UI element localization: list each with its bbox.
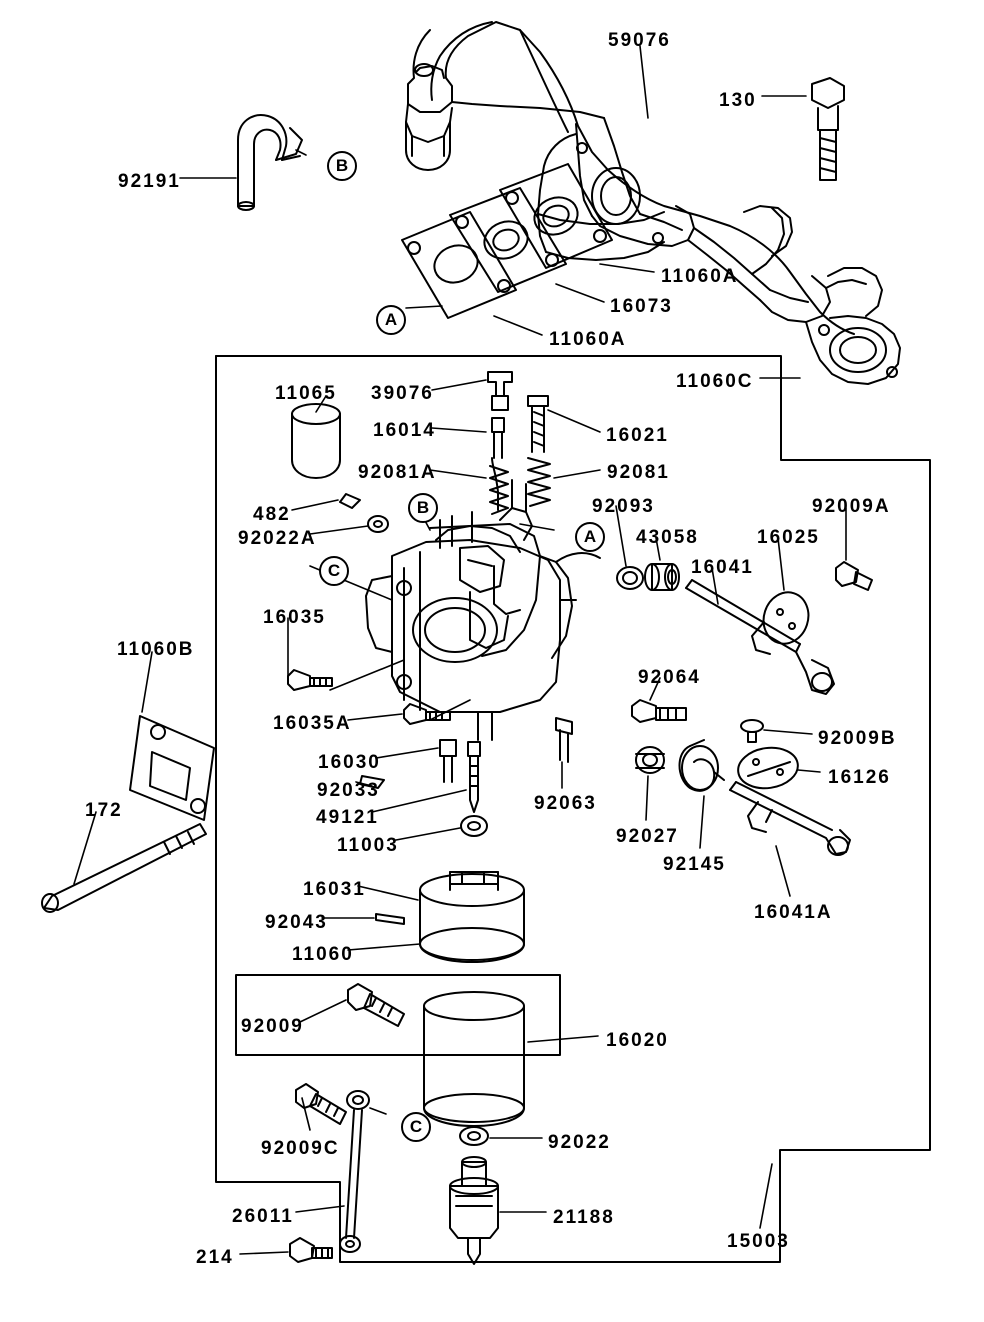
part-label-482: 482 — [253, 504, 291, 525]
part-float-bowl-16020 — [424, 992, 524, 1126]
callout-b-upper: B — [327, 151, 357, 181]
part-label-16073: 16073 — [610, 296, 673, 317]
part-oring-92093 — [617, 567, 643, 589]
part-label-92033: 92033 — [317, 780, 380, 801]
part-label-16126: 16126 — [828, 767, 891, 788]
part-label-11060A-upper: 11060A — [661, 266, 739, 287]
part-screw-92009B — [741, 720, 763, 742]
part-label-49121: 49121 — [316, 807, 379, 828]
part-label-92022A: 92022A — [238, 528, 317, 549]
part-rod-172 — [42, 824, 206, 912]
part-label-11065: 11065 — [275, 383, 337, 404]
part-label-39076: 39076 — [371, 383, 434, 404]
part-label-16014: 16014 — [373, 420, 436, 441]
part-label-92009: 92009 — [241, 1016, 304, 1037]
part-label-172: 172 — [85, 800, 123, 821]
part-label-15003: 15003 — [727, 1231, 790, 1252]
part-label-92009A: 92009A — [812, 496, 891, 517]
part-gasket-11003 — [461, 816, 487, 836]
part-pin-92043 — [376, 914, 404, 924]
part-label-92027: 92027 — [616, 826, 679, 847]
part-label-92064: 92064 — [638, 667, 701, 688]
part-throttle-plate-16025 — [757, 586, 815, 649]
part-cap-11065 — [292, 404, 340, 478]
part-label-92145: 92145 — [663, 854, 726, 875]
part-screw-92009 — [348, 984, 404, 1026]
part-label-16035A: 16035A — [273, 713, 352, 734]
callout-a-carb: A — [575, 522, 605, 552]
part-label-43058: 43058 — [636, 527, 699, 548]
part-label-16035: 16035 — [263, 607, 326, 628]
part-label-16030: 16030 — [318, 752, 381, 773]
part-gasket-11060B — [130, 716, 214, 820]
part-label-92043: 92043 — [265, 912, 328, 933]
part-float-16031 — [420, 872, 524, 962]
part-label-21188: 21188 — [553, 1207, 615, 1228]
part-clip-482 — [340, 494, 360, 508]
part-label-59076: 59076 — [608, 30, 671, 51]
part-fitting-39076 — [488, 372, 512, 410]
part-label-92022: 92022 — [548, 1132, 611, 1153]
part-screw-16021 — [528, 396, 548, 452]
part-bolt-214 — [290, 1238, 332, 1262]
part-washer-92022 — [460, 1127, 488, 1145]
part-carburetor-body — [366, 480, 600, 740]
part-spring-92145 — [680, 740, 725, 791]
part-bushing-92027 — [636, 747, 664, 773]
callout-c-carb: C — [319, 556, 349, 586]
part-label-16041: 16041 — [691, 557, 754, 578]
callout-b-carb: B — [408, 493, 438, 523]
callout-c-lower: C — [401, 1112, 431, 1142]
part-label-130: 130 — [719, 90, 757, 111]
part-needle-16014 — [492, 418, 504, 510]
part-screw-92064 — [632, 700, 686, 722]
part-label-16020: 16020 — [606, 1030, 669, 1051]
part-label-16031: 16031 — [303, 879, 366, 900]
part-bushing-43058 — [645, 564, 679, 590]
part-jet-92063 — [556, 718, 572, 762]
part-bolt-130 — [812, 78, 844, 180]
callout-a-upper: A — [376, 305, 406, 335]
part-washer-92022A — [368, 516, 388, 532]
part-label-16021: 16021 — [606, 425, 669, 446]
part-screw-16035 — [288, 670, 332, 690]
part-spring-92081 — [528, 458, 550, 506]
part-label-11003: 11003 — [337, 835, 399, 856]
part-solenoid-21188 — [450, 1157, 498, 1264]
part-label-92081: 92081 — [607, 462, 670, 483]
part-label-92063: 92063 — [534, 793, 597, 814]
part-choke-shaft-16041A — [730, 782, 850, 855]
part-screw-92009A — [836, 562, 872, 590]
part-label-92191: 92191 — [118, 171, 181, 192]
part-label-11060B: 11060B — [117, 639, 195, 660]
part-label-92009C: 92009C — [261, 1138, 340, 1159]
part-label-214: 214 — [196, 1247, 234, 1268]
part-label-16025: 16025 — [757, 527, 820, 548]
part-tube-92191 — [238, 115, 302, 210]
part-intake-manifold — [402, 22, 900, 384]
part-throttle-shaft-16041 — [686, 580, 834, 694]
part-label-11060A-lower: 11060A — [549, 329, 627, 350]
part-label-16041A: 16041A — [754, 902, 833, 923]
part-choke-plate-16126 — [736, 744, 801, 792]
part-needle-49121 — [468, 742, 480, 812]
part-label-11060: 11060 — [292, 944, 354, 965]
part-label-92093: 92093 — [592, 496, 655, 517]
part-label-92009B: 92009B — [818, 728, 897, 749]
part-label-92081A: 92081A — [358, 462, 437, 483]
part-label-11060C: 11060C — [676, 371, 754, 392]
part-label-26011: 26011 — [232, 1206, 294, 1227]
part-float-valve-16030 — [440, 740, 456, 782]
